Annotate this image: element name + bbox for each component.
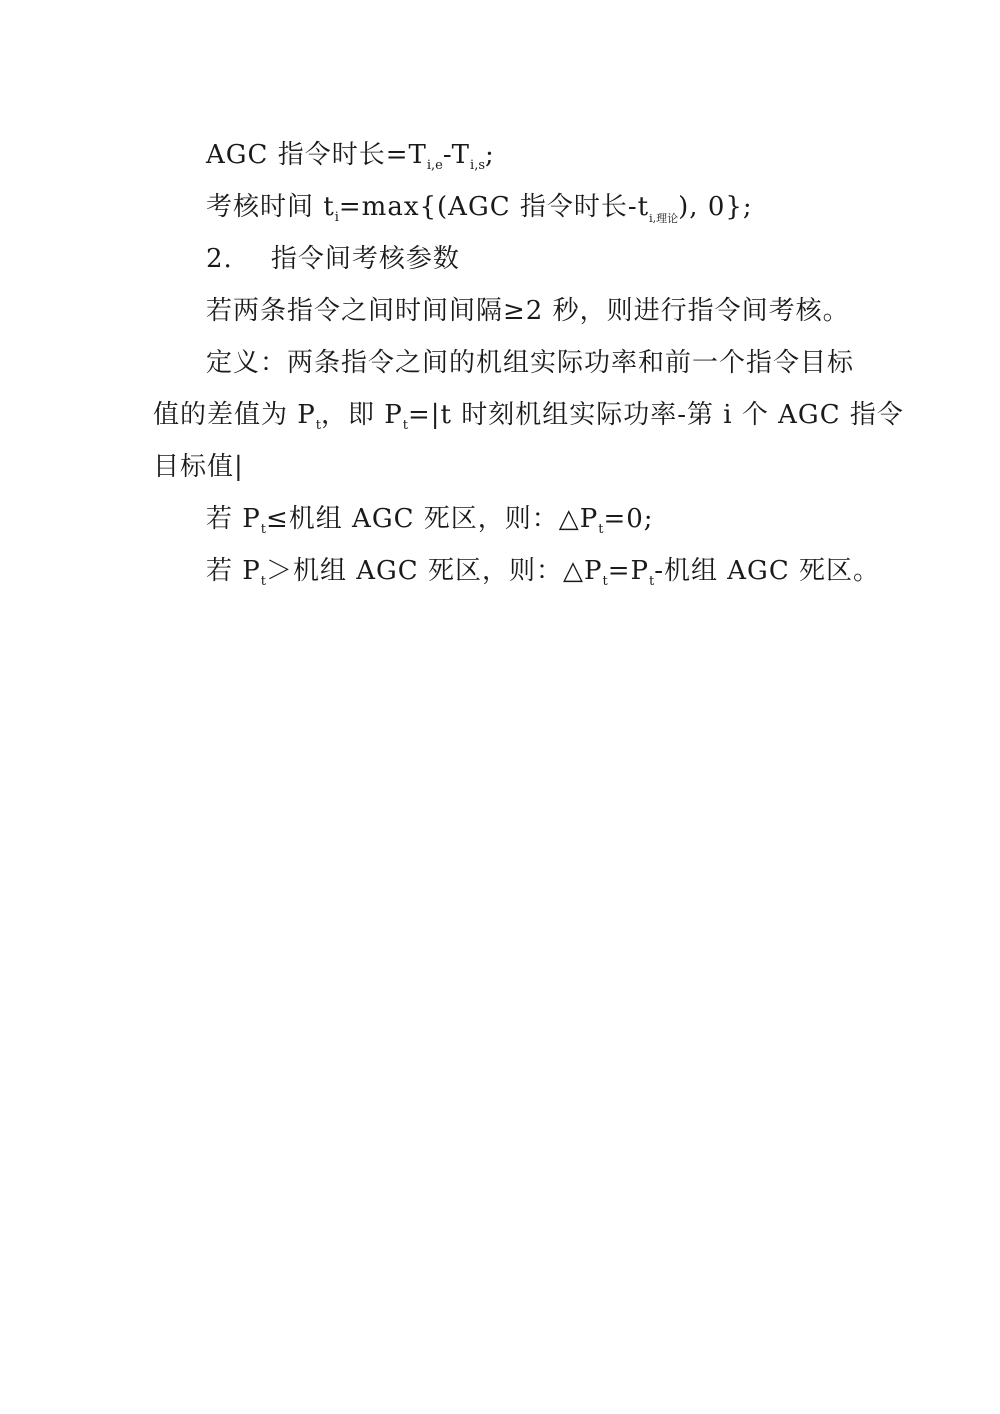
rule-beyond-suffix: -机组 AGC 死区。 <box>654 556 880 586</box>
paragraph-definition-line-2 <box>153 398 904 443</box>
section-title: 指令间考核参数 <box>270 244 460 274</box>
rule-within-prefix: 若 P <box>206 504 261 534</box>
rule-beyond-deadband <box>206 554 880 599</box>
paragraph-definition-text-3: 目标值| <box>153 452 244 482</box>
paragraph-definition-line-1 <box>206 346 854 380</box>
subscript-i: i <box>334 210 339 225</box>
paragraph-definition-suffix: =|t 时刻机组实际功率-第 i 个 AGC 指令 <box>408 400 904 430</box>
subscript-t-7: t <box>648 574 655 589</box>
formula-assessment-time <box>206 190 753 236</box>
paragraph-definition-mid: ，即 P <box>321 400 403 430</box>
formula-agc-duration-suffix: ; <box>485 140 495 170</box>
formula-agc-duration-mid: -T <box>442 140 471 170</box>
formula-assessment-time-prefix: 考核时间 t <box>206 192 335 222</box>
paragraph-definition-text-1: 定义：两条指令之间的机组实际功率和前一个指令目标 <box>206 348 855 378</box>
subscript-i-theory: i,理论 <box>649 212 679 225</box>
rule-within-suffix: =0; <box>603 504 654 534</box>
subscript-t-4: t <box>598 522 604 537</box>
subscript-t-6: t <box>602 574 608 589</box>
formula-agc-duration <box>206 138 495 183</box>
section-heading <box>206 242 460 276</box>
subscript-t-2: t <box>402 418 408 433</box>
subscript-t-3: t <box>260 522 266 537</box>
rule-beyond-mid: ＞机组 AGC 死区，则：△P <box>266 556 603 586</box>
formula-assessment-time-suffix: ), 0}; <box>678 192 753 222</box>
section-number: 2. <box>206 244 233 274</box>
paragraph-condition-text: 若两条指令之间时间间隔≥2 秒，则进行指令间考核。 <box>206 296 850 326</box>
formula-agc-duration-prefix: AGC 指令时长=T <box>206 140 427 170</box>
subscript-t-5: t <box>260 574 266 589</box>
subscript-t-1: t <box>315 418 321 433</box>
formula-assessment-time-mid: =max{(AGC 指令时长-t <box>338 192 650 222</box>
rule-beyond-mid2: =P <box>607 556 649 586</box>
subscript-i-e: i,e <box>426 158 443 173</box>
subscript-i-s: i,s <box>470 158 485 173</box>
paragraph-definition-line-3 <box>153 450 244 484</box>
rule-beyond-prefix: 若 P <box>206 556 261 586</box>
paragraph-condition <box>206 294 850 328</box>
rule-within-deadband <box>206 502 654 547</box>
paragraph-definition-prefix: 值的差值为 P <box>153 400 316 430</box>
rule-within-mid: ≤机组 AGC 死区，则：△P <box>266 504 599 534</box>
